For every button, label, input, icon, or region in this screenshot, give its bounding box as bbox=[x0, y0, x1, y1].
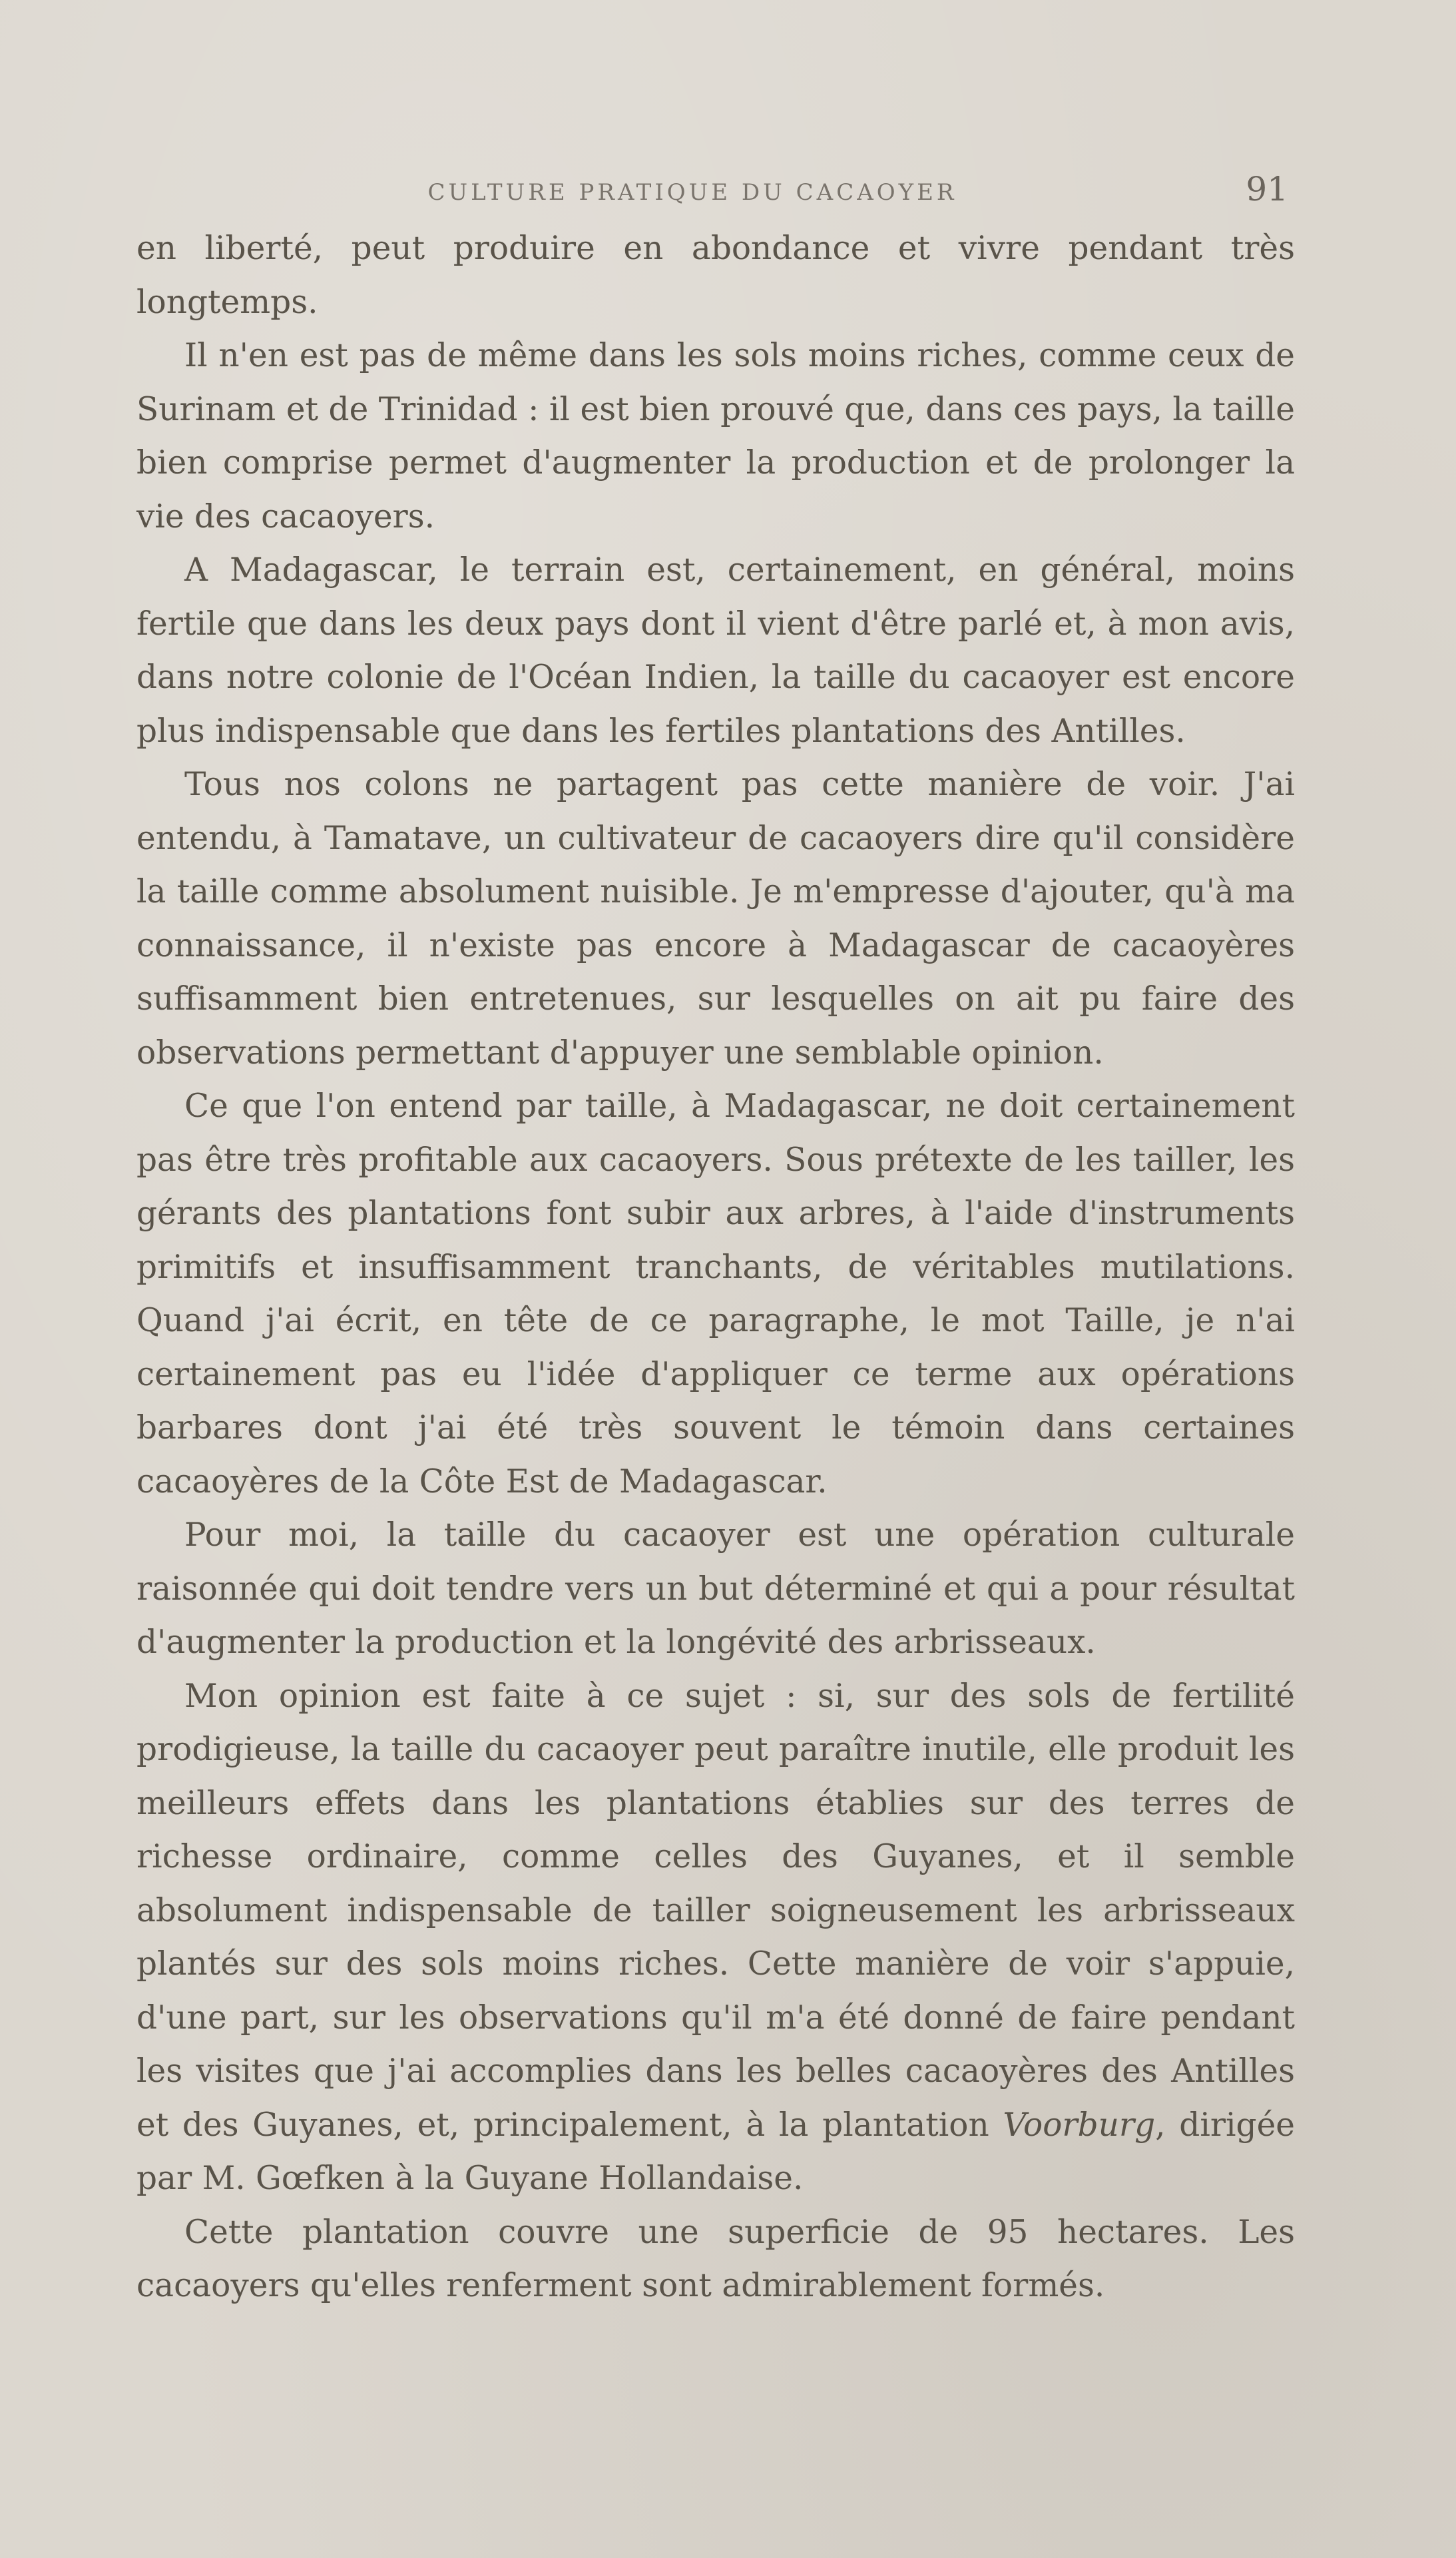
paragraph: Il n'en est pas de même dans les sols moins riches, comme ceux de Surinam et de Trinidad : il est bien prouvé que, dans ces pays, la taille bien comprise permet d'augmenter la production et de prolonger la vie des cacaoyers. bbox=[136, 337, 1295, 535]
body-text bbox=[136, 222, 1295, 2313]
page-number: 91 bbox=[1246, 170, 1288, 208]
running-header bbox=[136, 170, 1295, 216]
paragraph-text: Mon opinion est faite à ce sujet : si, sur des sols de fertilité prodigieuse, la taille du cacaoyer peut paraître inutile, elle produit les meilleurs effets dans les plantations établies sur des terres de richesse ordinaire, comme celles des Guyanes, et il semble absolument indispensable de tailler soigneusement les arbrisseaux plantés sur des sols moins riches. Cette manière de voir s'appuie, d'une part, sur les observations qu'il m'a été donné de faire pendant les visites que j'ai accomplies dans les belles cacaoyères des Antilles et des Guyanes, et, principalement, à la plantation bbox=[136, 1677, 1295, 2144]
paragraph bbox=[136, 1670, 1295, 2206]
paragraph: Cette plantation couvre une superficie de 95 hectares. Les cacaoyers qu'elles renferment sont admirablement formés. bbox=[136, 2213, 1295, 2304]
paragraph: Pour moi, la taille du cacaoyer est une opération culturale raisonnée qui doit tendre vers un but déterminé et qui a pour résultat d'augmenter la production et la longévité des arbrisseaux. bbox=[136, 1516, 1295, 1661]
paragraph-continuation: en liberté, peut produire en abondance et vivre pendant très longtemps. bbox=[136, 230, 1295, 321]
book-page bbox=[136, 170, 1295, 2313]
plantation-name: Voorburg bbox=[1003, 2106, 1156, 2144]
paragraph: A Madagascar, le terrain est, certainement, en général, moins fertile que dans les deux pays dont il vient d'être parlé et, à mon avis, dans notre colonie de l'Océan Indien, la taille du cacaoyer est encore plus indispensable que dans les fertiles plantations des Antilles. bbox=[136, 551, 1295, 750]
paragraph-text: , dirigée par M. Gœfken à la Guyane Hollandaise. bbox=[136, 2106, 1295, 2197]
paragraph: Tous nos colons ne partagent pas cette manière de voir. J'ai entendu, à Tamatave, un cultivateur de cacaoyers dire qu'il considère la taille comme absolument nuisible. Je m'empresse d'ajouter, qu'à ma connaissance, il n'existe pas encore à Madagascar de cacaoyères suffisamment bien entretenues, sur lesquelles on ait pu faire des observations permettant d'appuyer une semblable opinion. bbox=[136, 766, 1295, 1072]
paragraph: Ce que l'on entend par taille, à Madagascar, ne doit certainement pas être très profitable aux cacaoyers. Sous prétexte de les tailler, les gérants des plantations font subir aux arbres, à l'aide d'instruments primitifs et insuffisamment tranchants, de véritables mutilations. Quand j'ai écrit, en tête de ce paragraphe, le mot Taille, je n'ai certainement pas eu l'idée d'appliquer ce terme aux opérations barbares dont j'ai été très souvent le témoin dans certaines cacaoyères de la Côte Est de Madagascar. bbox=[136, 1088, 1295, 1500]
running-title: CULTURE PRATIQUE DU CACAOYER bbox=[427, 179, 957, 206]
